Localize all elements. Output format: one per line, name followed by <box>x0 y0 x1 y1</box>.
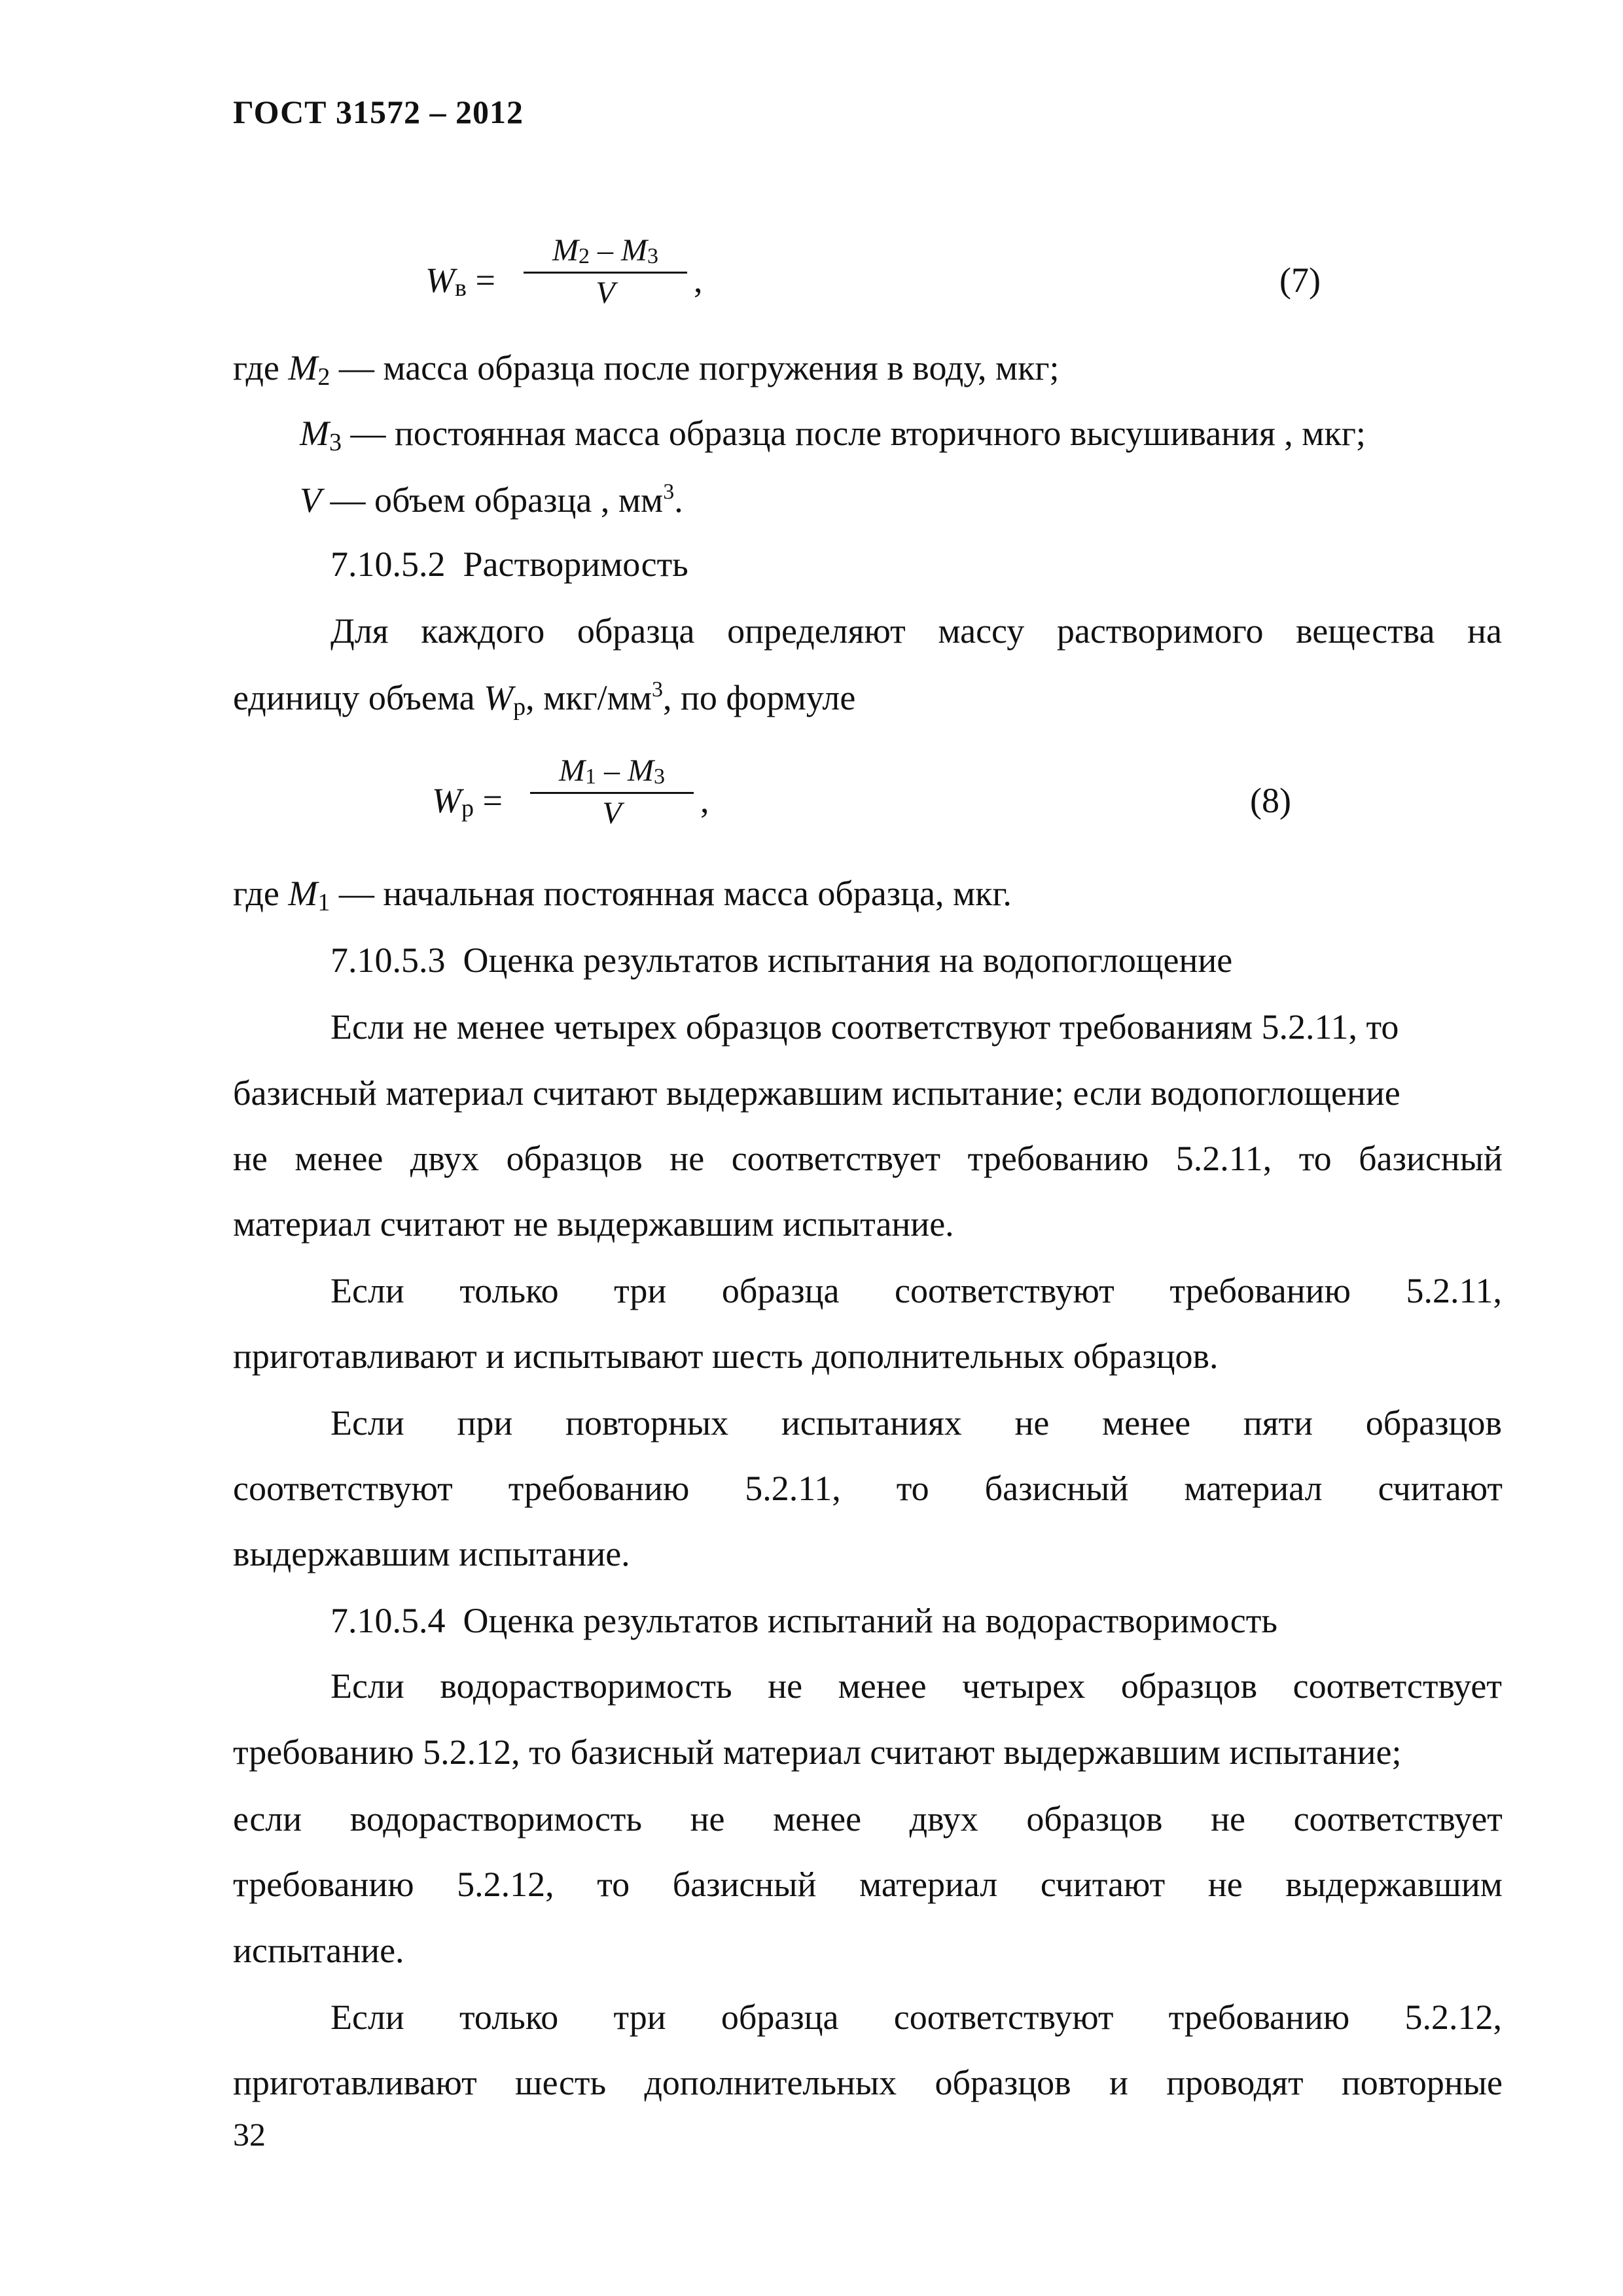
section-7-10-5-2-line-2: единицу объема $W_р$, мкг/$мм^3$, по формуле <box>233 677 856 721</box>
formula-8-denominator: V <box>602 796 622 831</box>
formula-8-comma: , <box>700 781 709 820</box>
section-7-10-5-3-p3-line-1: Если при повторных испытаниях не менее пяти образцов <box>330 1403 1502 1443</box>
section-7-10-5-3-title: 7.10.5.3 Оценка результатов испытания на водопоглощение <box>330 941 1233 980</box>
section-7-10-5-4-p2-line-2: приготавливают шесть дополнительных образцов и проводят повторные <box>233 2063 1503 2102</box>
formula-8-numerator: $M_1 - M_3$ <box>530 753 694 794</box>
section-7-10-5-4-line-5: испытание. <box>233 1931 404 1970</box>
section-7-10-5-3-line-4: материал считают не выдержавшим испытание. <box>233 1204 954 1244</box>
where-v-line: V — объем образца , $мм^3$. <box>300 480 683 520</box>
formula-7-number: (7) <box>1279 260 1321 300</box>
section-7-10-5-3-p3-line-2: соответствуют требованию 5.2.11, то базисный материал считают <box>233 1469 1503 1508</box>
formula-8-fraction <box>530 753 694 831</box>
formula-7-numerator: $M_2 - M_3$ <box>524 232 687 274</box>
section-7-10-5-2-line-1: Для каждого образца определяют массу растворимого вещества на <box>330 611 1502 651</box>
formula-8 <box>432 753 1335 831</box>
formula-7 <box>425 232 1329 311</box>
formula-7-lhs: $W_в$ = <box>425 260 495 302</box>
formula-7-denominator: V <box>596 276 615 310</box>
formula-8-number: (8) <box>1250 781 1291 820</box>
formula-7-fraction <box>524 232 687 311</box>
section-7-10-5-4-p2-line-1: Если только три образца соответствуют требованию 5.2.12, <box>330 1998 1502 2037</box>
section-7-10-5-4-title: 7.10.5.4 Оценка результатов испытаний на водорастворимость <box>330 1601 1277 1640</box>
section-7-10-5-3-p2-line-2: приготавливают и испытывают шесть дополнительных образцов. <box>233 1336 1219 1376</box>
section-7-10-5-2-title: 7.10.5.2 Растворимость <box>330 545 688 584</box>
formula-7-comma: , <box>694 260 703 300</box>
section-7-10-5-3-line-3: не менее двух образцов не соответствует требованию 5.2.11, то базисный <box>233 1139 1503 1178</box>
section-7-10-5-3-line-2: базисный материал считают выдержавшим испытание; если водопоглощение <box>233 1073 1400 1113</box>
section-7-10-5-4-line-4: требованию 5.2.12, то базисный материал считают не выдержавшим <box>233 1865 1503 1904</box>
section-7-10-5-4-line-2: требованию 5.2.12, то базисный материал считают выдержавшим испытание; <box>233 1732 1402 1772</box>
section-7-10-5-3-p3-line-3: выдержавшим испытание. <box>233 1534 630 1573</box>
section-7-10-5-3-p2-line-1: Если только три образца соответствуют требованию 5.2.11, <box>330 1271 1502 1310</box>
section-7-10-5-3-line-1: Если не менее четырех образцов соответствуют требованиям 5.2.11, то <box>330 1007 1399 1047</box>
section-7-10-5-4-line-1: Если водорастворимость не менее четырех образцов соответствует <box>330 1666 1502 1706</box>
where-m3-line: $M_3$ — постоянная масса образца после вторичного высушивания , мкг; <box>300 414 1366 456</box>
document-header: ГОСТ 31572 – 2012 <box>233 94 524 130</box>
page-number: 32 <box>233 2116 266 2153</box>
where-m2-line: где $M_2$ — масса образца после погружения в воду, мкг; <box>233 348 1060 391</box>
formula-8-lhs: $W_р$ = <box>432 781 503 822</box>
section-7-10-5-4-line-3: если водорастворимость не менее двух образцов не соответствует <box>233 1799 1503 1839</box>
where-m1-line: где $M_1$ — начальная постоянная масса образца, мкг. <box>233 874 1012 916</box>
